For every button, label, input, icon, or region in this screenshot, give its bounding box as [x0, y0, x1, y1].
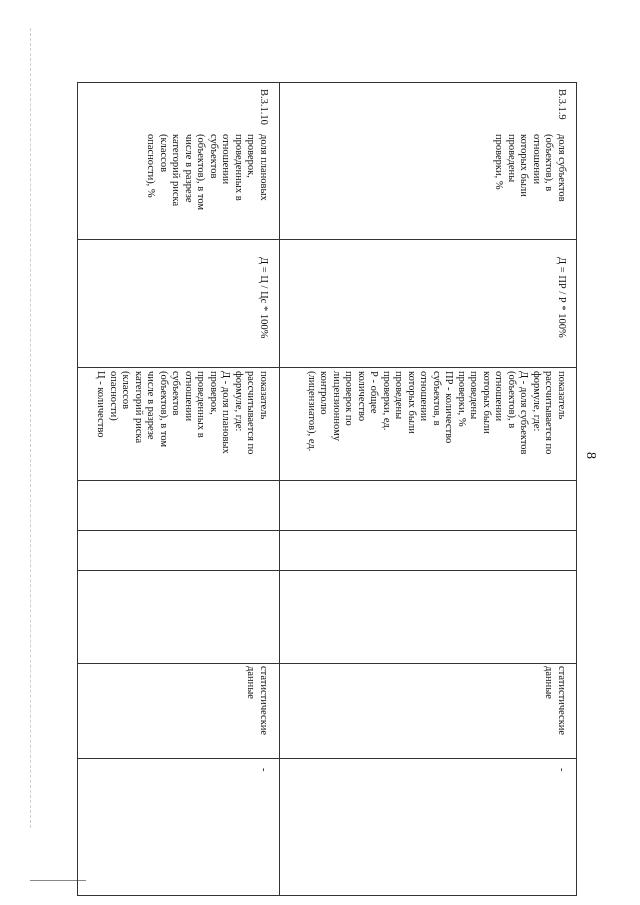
row-code: В.3.1.10	[258, 89, 269, 125]
row-divider	[279, 83, 280, 895]
column-divider	[78, 570, 576, 571]
column-divider	[78, 367, 576, 368]
column-divider	[78, 480, 576, 481]
column-divider	[78, 758, 576, 759]
dash-value: -	[258, 768, 269, 772]
formula-comment: показатель рассчитывается по формуле, где: Д - доля плановых проверок, проведенных в отношении субъектов (объектов), в том числе в разрезе категорий риска (классов опасности) Ц - количество	[95, 371, 269, 455]
column-divider	[78, 530, 576, 531]
formula: Д = Ц / Цс * 100%	[258, 257, 269, 339]
column-divider	[78, 663, 576, 664]
column-divider	[78, 239, 576, 240]
page-number: 8	[583, 452, 598, 459]
formula: Д = ПР / Р * 100%	[556, 257, 567, 338]
indicator-name: доля плановых проверок, проведенных в отношении субъектов (объектов), в том числе в разрезе категорий риска (классов опасности), %	[145, 134, 269, 211]
indicator-name: доля субъектов (объектов), в отношении которых были проведены проверки, %	[493, 134, 567, 202]
formula-comment: показатель рассчитывается по формуле, где: Д - доля субъектов (объектов), в отношении которых были проведены проверки, % ПР - количество субъектов, в отношении которых были проведены проверки, ед. Р - общее количество проверок по лицензионному контролю (лицензиатов), ед.	[306, 371, 567, 455]
data-source: статистические данные	[245, 666, 269, 736]
dash-value: -	[556, 768, 567, 772]
row-code: В.3.1.9	[556, 89, 567, 120]
document-table	[77, 82, 577, 896]
data-source: статистические данные	[543, 666, 567, 736]
margin-line	[30, 28, 31, 828]
